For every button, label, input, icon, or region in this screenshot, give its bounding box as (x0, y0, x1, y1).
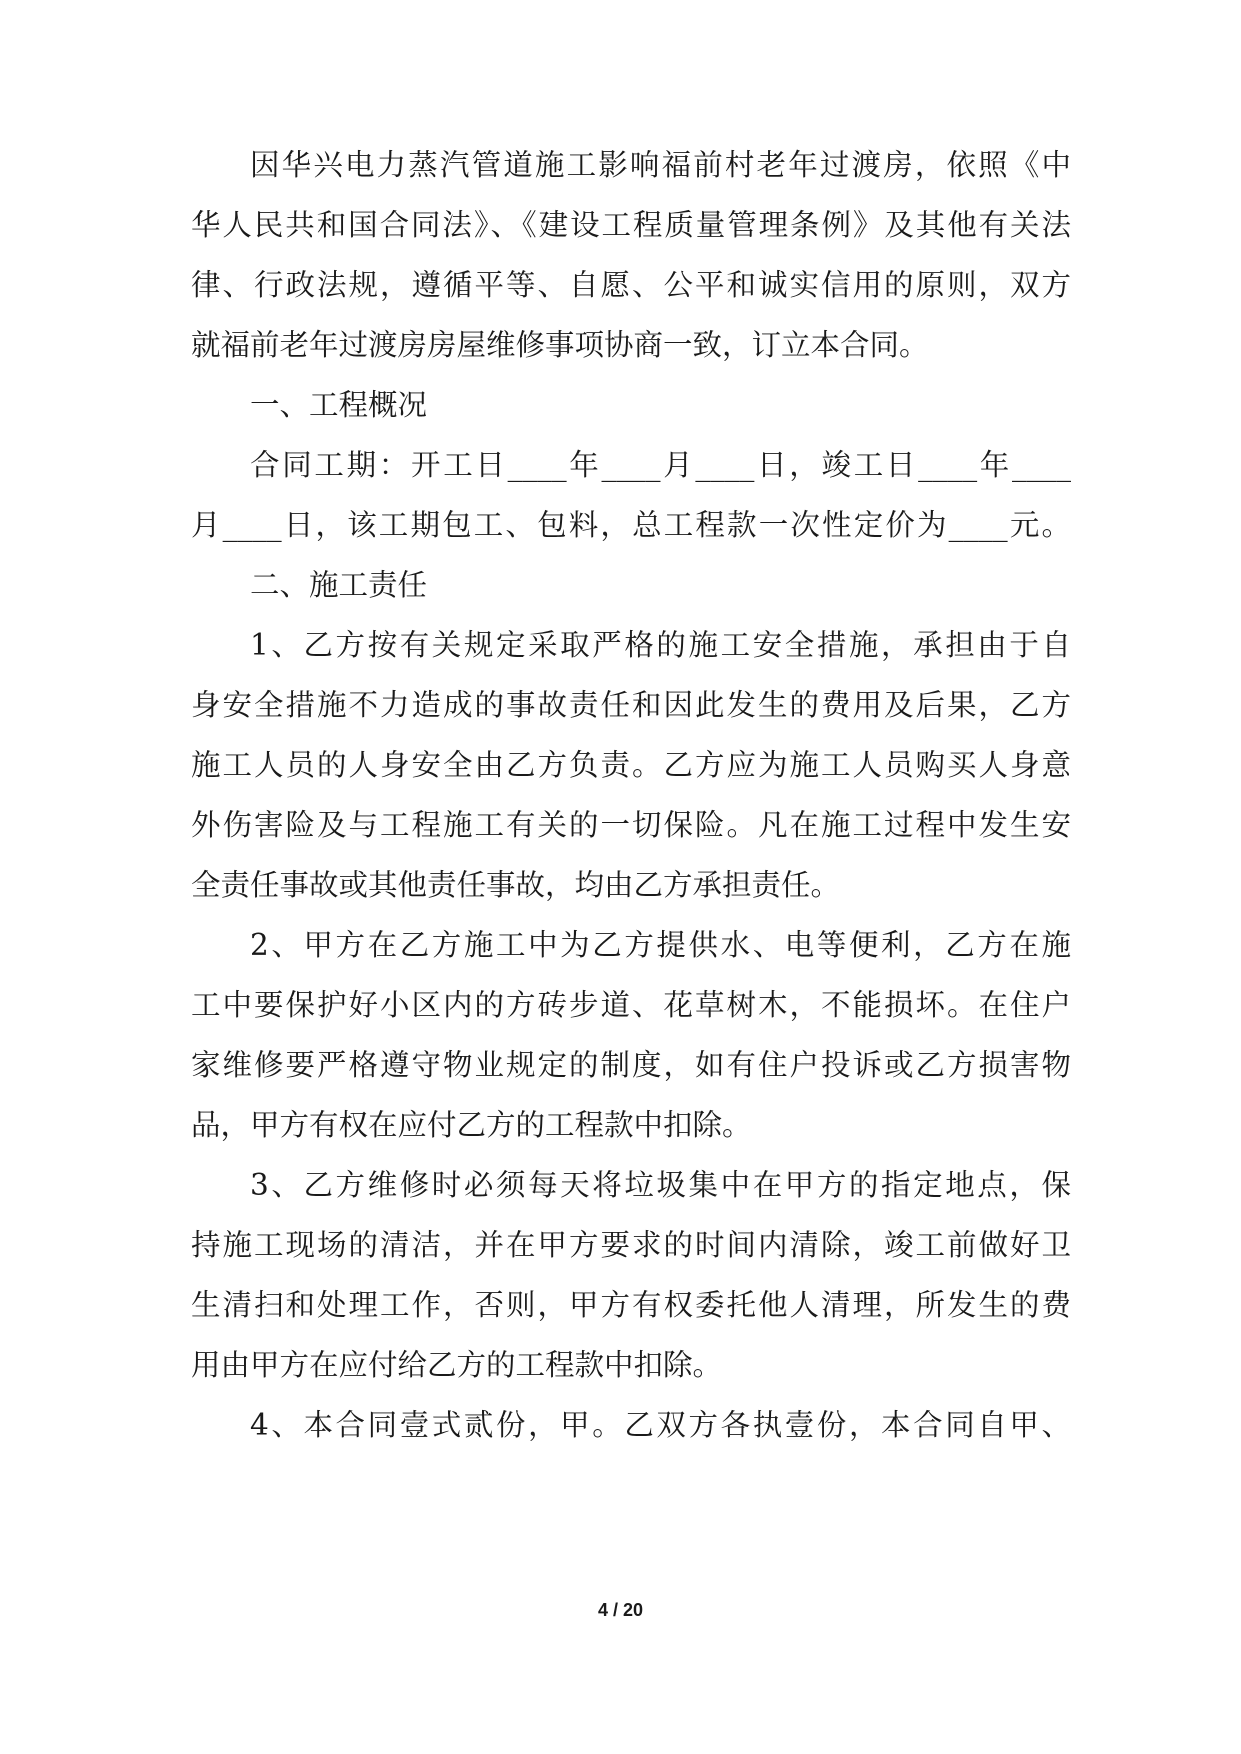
page-number: 4 / 20 (597, 1600, 644, 1620)
section-heading: 二、施工责任 (250, 568, 428, 602)
text-line: 家维修要严格遵守物业规定的制度，如有住户投诉或乙方损害物 (191, 1048, 1071, 1082)
text-line: 持施工现场的清洁，并在甲方要求的时间内清除，竣工前做好卫 (191, 1228, 1071, 1262)
text-line: 身安全措施不力造成的事故责任和因此发生的费用及后果，乙方 (191, 688, 1071, 722)
text-line: 施工人员的人身安全由乙方负责。乙方应为施工人员购买人身意 (191, 748, 1071, 782)
text-line: 外伤害险及与工程施工有关的一切保险。凡在施工过程中发生安 (191, 808, 1071, 842)
text-line: 1、乙方按有关规定采取严格的施工安全措施，承担由于自 (250, 628, 1071, 662)
text-line: 合同工期：开工日____年____月____日，竣工日____年____ (250, 448, 1071, 482)
text-line: 律、行政法规，遵循平等、自愿、公平和诚实信用的原则，双方 (191, 268, 1071, 302)
text-line: 因华兴电力蒸汽管道施工影响福前村老年过渡房，依照《中 (250, 148, 1071, 182)
text-line: 用由甲方在应付给乙方的工程款中扣除。 (191, 1348, 723, 1382)
text-line: 华人民共和国合同法》、《建设工程质量管理条例》及其他有关法 (191, 208, 1071, 242)
section-heading: 一、工程概况 (250, 388, 428, 422)
text-line: 全责任事故或其他责任事故，均由乙方承担责任。 (191, 868, 841, 902)
text-line: 月____日，该工期包工、包料，总工程款一次性定价为____元。 (191, 508, 1071, 542)
text-line: 3、乙方维修时必须每天将垃圾集中在甲方的指定地点，保 (250, 1168, 1071, 1202)
text-line: 生清扫和处理工作，否则，甲方有权委托他人清理，所发生的费 (191, 1288, 1071, 1322)
text-line: 4、本合同壹式贰份，甲。乙双方各执壹份，本合同自甲、 (250, 1408, 1071, 1442)
text-line: 品，甲方有权在应付乙方的工程款中扣除。 (191, 1108, 752, 1142)
text-line: 工中要保护好小区内的方砖步道、花草树木，不能损坏。在住户 (191, 988, 1071, 1022)
text-line: 就福前老年过渡房房屋维修事项协商一致，订立本合同。 (191, 328, 929, 362)
text-line: 2、甲方在乙方施工中为乙方提供水、电等便利，乙方在施 (250, 928, 1071, 962)
